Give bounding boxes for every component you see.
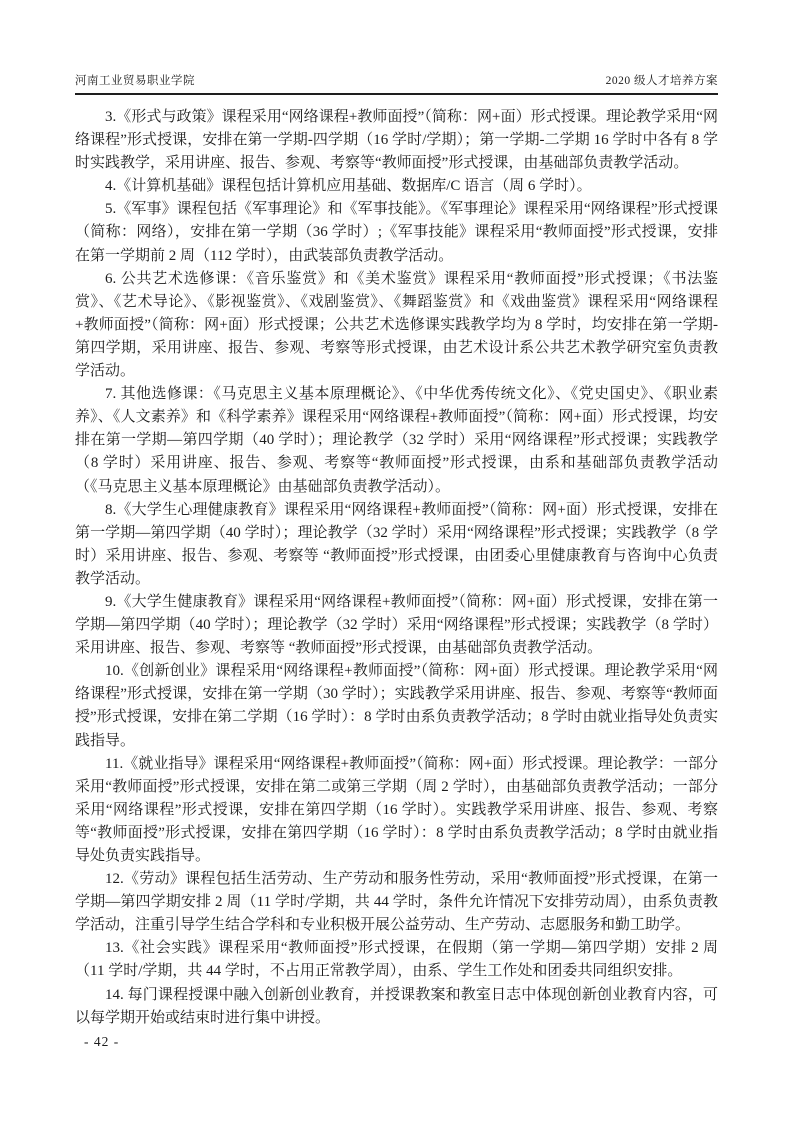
paragraph-11: 11.《就业指导》课程采用“网络课程+教师面授”（简称：网+面）形式授课。理论教学：一部分采用“教师面授”形式授课，安排在第二或第三学期（周 2 学时），由基础部负责教学活动；一部分采用“网络课程”形式授课，安排在第四学期（16 学时）。实践教学采用讲座、报告、参观、考察等“教师面授”形式授课，安排在第四学期（16 学时）：8 学时由系负责教学活动；8 学时由就业指导处负责实践指导。 (75, 755, 718, 864)
paragraph-7: 7. 其他选修课：《马克思主义基本原理概论》、《中华优秀传统文化》、《党史国史》、《职业素养》、《人文素养》和《科学素养》课程采用“网络课程+教师面授”（简称：网+面）形式授课，均安排在第一学期—第四学期（40 学时）；理论教学（32 学时）采用“网络课程”形式授课；实践教学（8 学时）采用讲座、报告、参观、考察等“教师面授”形式授课，由系和基础部负责教学活动（《马克思主义基本原理概论》由基础部负责教学活动）。 (75, 386, 718, 495)
document-body (75, 106, 718, 1030)
paragraph-5: 5.《军事》课程包括《军事理论》和《军事技能》。《军事理论》课程采用“网络课程”形式授课（简称：网络），安排在第一学期（36 学时）;《军事技能》课程采用“教师面授”形式授课，安排在第一学期前 2 周（112 学时），由武装部负责教学活动。 (75, 201, 718, 264)
paragraph-12: 12.《劳动》课程包括生活劳动、生产劳动和服务性劳动，采用“教师面授”形式授课，在第一学期—第四学期安排 2 周（11 学时/学期，共 44 学时，条件允许情况下安排劳动周），由系负责教学活动，注重引导学生结合学科和专业积极开展公益劳动、生产劳动、志愿服务和勤工助学。 (75, 871, 718, 934)
header-doc-title: 2020 级人才培养方案 (605, 75, 718, 87)
paragraph-6: 6. 公共艺术选修课：《音乐鉴赏》和《美术鉴赏》课程采用“教师面授”形式授课；《书法鉴赏》、《艺术导论》、《影视鉴赏》、《戏剧鉴赏》、《舞蹈鉴赏》和《戏曲鉴赏》课程采用“网络课程+教师面授”（简称：网+面）形式授课；公共艺术选修课实践教学均为 8 学时，均安排在第一学期-第四学期，采用讲座、报告、参观、考察等形式授课，由艺术设计系公共艺术教学研究室负责教学活动。 (75, 270, 718, 380)
paragraph-3: 3.《形式与政策》课程采用“网络课程+教师面授”（简称：网+面）形式授课。理论教学采用“网络课程”形式授课，安排在第一学期-四学期（16 学时/学期）；第一学期-二学期 16 学时中各有 8 学时实践教学，采用讲座、报告、参观、考察等“教师面授”形式授课，由基础部负责教学活动。 (75, 109, 718, 172)
paragraph-9: 9.《大学生健康教育》课程采用“网络课程+教师面授”（简称：网+面）形式授课，安排在第一学期—第四学期（40 学时）；理论教学（32 学时）采用“网络课程”形式授课；实践教学（8 学时）采用讲座、报告、参观、考察等 “教师面授”形式授课，由基础部负责教学活动。 (75, 593, 718, 657)
paragraph-10: 10.《创新创业》课程采用“网络课程+教师面授”（简称：网+面）形式授课。理论教学采用“网络课程”形式授课，安排在第一学期（30 学时）；实践教学采用讲座、报告、参观、考察等“教师面授”形式授课，安排在第二学期（16 学时）：8 学时由系负责教学活动；8 学时由就业指导处负责实践指导。 (75, 663, 718, 749)
header-school-name: 河南工业贸易职业学院 (75, 75, 195, 87)
paragraph-14: 14. 每门课程授课中融入创新创业教育，并授课教案和教室日志中体现创新创业教育内容，可以每学期开始或结束时进行集中讲授。 (75, 986, 718, 1026)
paragraph-8: 8.《大学生心理健康教育》课程采用“网络课程+教师面授”（简称：网+面）形式授课，安排在第一学期—第四学期（40 学时）；理论教学（32 学时）采用“网络课程”形式授课；实践教学（8 学时）采用讲座、报告、参观、考察等 “教师面授”形式授课，由团委心里健康教育与咨询中心负责教学活动。 (75, 501, 718, 587)
page-footer (84, 1034, 119, 1050)
page-header (75, 72, 718, 95)
paragraph-4: 4.《计算机基础》课程包括计算机应用基础、数据库/C 语言（周 6 学时）。 (105, 178, 592, 195)
page-number: - 42 - (84, 1034, 120, 1049)
paragraph-13: 13.《社会实践》课程采用“教师面授”形式授课，在假期（第一学期—第四学期）安排 2 周（11 学时/学期，共 44 学时，不占用正常教学周），由系、学生工作处和团委共同组织安排。 (75, 940, 718, 980)
